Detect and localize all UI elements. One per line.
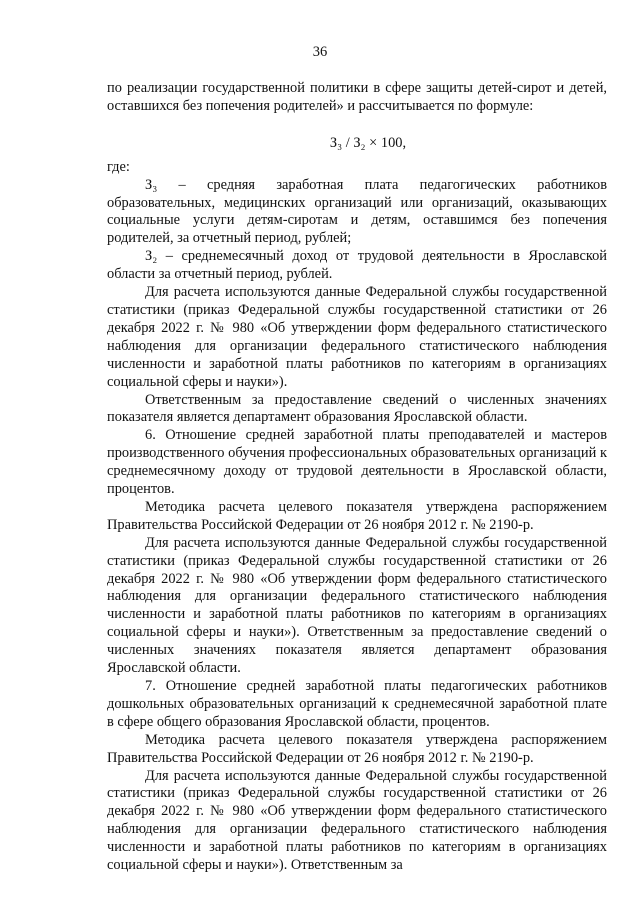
paragraph-formula-intro: по реализации государственной политики в сфере защиты детей-сирот и детей, оставшихся без попечения родителей» и рассчитывается по формуле:	[107, 80, 607, 114]
paragraph-where: где:	[107, 158, 130, 175]
paragraph-indicator-6: 6. Отношение средней заработной платы преподавателей и мастеров производственного обучения профессиональных образовательных организаций к среднемесячному доходу от трудовой деятельности в Ярославской области, процентов.	[107, 427, 607, 498]
paragraph-responsible: Ответственным за предоставление сведений о численных значениях показателя является департамент образования Ярославской области.	[107, 391, 607, 426]
paragraph-indicator-7: 7. Отношение средней заработной платы педагогических работников дошкольных образовательных организаций к среднемесячной заработной плате в сфере общего образования Ярославской области, процентов.	[107, 678, 607, 730]
document-body	[107, 80, 607, 875]
paragraph-data-source-7: Для расчета используются данные Федеральной службы государственной статистики (приказ Федеральной службы государственной статистики от 26 декабря 2022 г. № 980 «Об утверждении форм федерального статистического наблюдения для организации федерального статистического наблюдения численности и заработной платы работников по категориям в организациях социальной сферы и науки»). Ответственным за	[107, 767, 607, 874]
page-number: 36	[312, 44, 328, 60]
paragraph-methodology-7: Методика расчета целевого показателя утверждена распоряжением Правительства Российской Федерации от 26 ноября 2012 г. № 2190-р.	[107, 731, 607, 766]
formula: З₃ / З₂ × 100,	[329, 134, 407, 151]
paragraph-z2-definition: З₂ – среднемесячный доход от трудовой деятельности в Ярославской области за отчетный период, рублей.	[107, 248, 607, 283]
paragraph-methodology-6: Методика расчета целевого показателя утверждена распоряжением Правительства Российской Федерации от 26 ноября 2012 г. № 2190-р.	[107, 498, 607, 533]
paragraph-data-source-6: Для расчета используются данные Федеральной службы государственной статистики (приказ Федеральной службы государственной статистики от 26 декабря 2022 г. № 980 «Об утверждении форм федерального статистического наблюдения для организации федерального статистического наблюдения численности и заработной платы работников по категориям в организациях социальной сферы и науки»). Ответственным за предоставление сведений о численных значениях показателя является департамент образования Ярославской области.	[107, 534, 607, 677]
paragraph-z3-definition: З₃ – средняя заработная плата педагогических работников образовательных, медицинских организаций или организаций, оказывающих социальные услуги детям-сиротам и детям, оставшимся без попечения родителей, за отчетный период, рублей;	[107, 176, 607, 247]
paragraph-data-source: Для расчета используются данные Федеральной службы государственной статистики (приказ Федеральной службы государственной статистики от 26 декабря 2022 г. № 980 «Об утверждении форм федерального статистического наблюдения для организации федерального статистического наблюдения численности и заработной платы работников по категориям в организациях социальной сферы и науки»).	[107, 284, 607, 390]
